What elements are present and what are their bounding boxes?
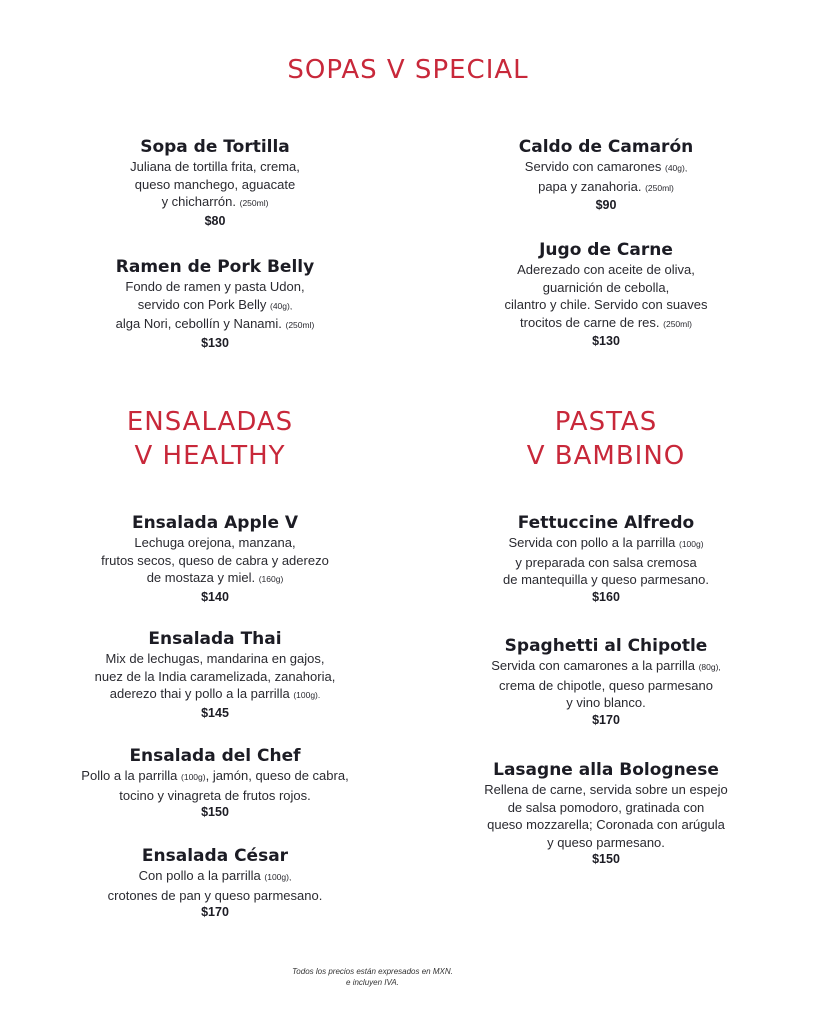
item-description (55, 278, 375, 335)
item-name: Spaghetti al Chipotle (504, 636, 708, 656)
description-line (446, 534, 766, 554)
description-text: Servido con camarones (524, 159, 665, 174)
description-line (55, 569, 375, 589)
portion-note: (250ml) (285, 320, 315, 330)
portion-note: (100g), (264, 872, 292, 882)
description-line (55, 767, 375, 787)
item-price: $150 (592, 852, 620, 866)
footer-note (0, 966, 745, 988)
menu-item-sopa-tortilla (55, 136, 375, 230)
item-description (446, 657, 766, 712)
description-line: Mix de lechugas, mandarina en gajos, (105, 651, 325, 666)
description-line: queso mozzarella; Coronada con arúgula (487, 817, 725, 832)
description-line: guarnición de cebolla, (542, 279, 670, 295)
description-text: Con pollo a la parrilla (138, 868, 265, 883)
item-description (446, 781, 766, 851)
item-name: Sopa de Tortilla (140, 137, 290, 157)
portion-note: (250ml) (239, 198, 269, 208)
menu-item-ensalada-cesar (55, 845, 375, 921)
menu-item-lasagne (446, 759, 766, 868)
description-text: papa y zanahoria. (538, 178, 642, 194)
description-text: servido con Pork Belly (137, 296, 270, 312)
section-title-line: ENSALADAS (126, 407, 294, 437)
description-line (55, 193, 375, 213)
description-text: trocitos de carne de res. (520, 314, 660, 330)
description-line: Aderezado con aceite de oliva, (517, 262, 695, 277)
item-price: $170 (201, 905, 229, 919)
item-price: $140 (201, 589, 229, 604)
footer-line: e incluyen IVA. (346, 978, 399, 987)
item-description (55, 767, 375, 804)
description-line (55, 296, 375, 316)
item-name: Ensalada Thai (148, 629, 282, 649)
description-line: y vino blanco. (566, 695, 646, 710)
description-text: y chicharrón. (161, 194, 236, 209)
description-line: nuez de la India caramelizada, zanahoria, (94, 668, 336, 684)
item-name: Caldo de Camarón (518, 137, 694, 157)
description-text: , jamón, queso de cabra, (205, 768, 349, 783)
description-line: crema de chipotle, queso parmesano (499, 677, 713, 693)
section-title-line: SOPAS V SPECIAL (287, 55, 529, 85)
item-price: $80 (204, 213, 226, 228)
item-description (446, 261, 766, 333)
description-text: alga Nori, cebollín y Nanami. (115, 316, 282, 331)
description-text: Servida con camarones a la parrilla (491, 658, 699, 673)
menu-item-caldo-camaron (446, 136, 766, 214)
description-line: y preparada con salsa cremosa (515, 554, 697, 570)
portion-note: (40g), (664, 163, 688, 173)
item-price: $170 (592, 712, 620, 727)
item-name: Jugo de Carne (539, 240, 673, 260)
description-line: Juliana de tortilla frita, crema, (130, 159, 300, 174)
item-name: Lasagne alla Bolognese (493, 760, 719, 780)
description-line: Lechuga orejona, manzana, (134, 535, 296, 550)
item-description (55, 650, 375, 705)
description-line (446, 158, 766, 178)
item-description (55, 158, 375, 213)
portion-note: (250ml) (663, 318, 692, 329)
description-line: y queso parmesano. (547, 834, 665, 850)
portion-note: (100g) (181, 772, 206, 782)
menu-item-fettuccine (446, 512, 766, 606)
item-price: $150 (201, 805, 229, 819)
section-title-sopas (208, 53, 608, 87)
description-line (446, 657, 766, 677)
menu-item-ensalada-chef (55, 745, 375, 821)
item-price: $160 (592, 589, 620, 604)
description-text: Pollo a la parrilla (81, 768, 182, 783)
menu-item-jugo-carne (446, 239, 766, 350)
portion-note: (160g) (258, 574, 284, 584)
item-description (55, 534, 375, 589)
menu-item-ensalada-thai (55, 628, 375, 722)
item-name: Ensalada del Chef (129, 746, 301, 766)
item-description (446, 534, 766, 589)
description-text: de mostaza y miel. (146, 570, 256, 585)
description-line (55, 315, 375, 335)
footer-line: Todos los precios están expresados en MXN. (292, 967, 453, 976)
item-price: $145 (201, 705, 229, 720)
description-line (446, 314, 766, 334)
item-description (446, 158, 766, 197)
item-name: Ensalada Apple V (131, 513, 299, 533)
menu-item-ensalada-apple (55, 512, 375, 606)
description-line (446, 178, 766, 198)
portion-note: (80g), (698, 662, 721, 672)
description-line: frutos secos, queso de cabra y aderezo (101, 552, 329, 568)
description-text: aderezo thai y pollo a la parrilla (109, 686, 294, 701)
item-price: $130 (592, 334, 620, 348)
description-line: queso manchego, aguacate (134, 176, 296, 192)
portion-note: (250ml) (645, 182, 674, 193)
item-price: $90 (595, 198, 617, 212)
item-name: Ensalada César (141, 846, 289, 866)
portion-note: (100g) (678, 539, 704, 549)
section-title-line: V HEALTHY (134, 441, 286, 471)
section-title-line: V BAMBINO (526, 441, 686, 471)
item-description (55, 867, 375, 904)
item-name: Fettuccine Alfredo (517, 513, 695, 533)
portion-note: (100g). (293, 690, 321, 700)
portion-note: (40g), (270, 300, 293, 311)
description-line (55, 685, 375, 705)
description-line: tocino y vinagreta de frutos rojos. (119, 787, 311, 803)
section-title-pastas (456, 405, 756, 473)
menu-item-ramen (55, 256, 375, 352)
section-title-line: PASTAS (554, 407, 658, 437)
description-line: cilantro y chile. Servido con suaves (504, 297, 708, 312)
description-line: de mantequilla y queso parmesano. (503, 572, 709, 587)
item-price: $130 (201, 335, 229, 350)
menu-item-spaghetti (446, 635, 766, 729)
description-line: Fondo de ramen y pasta Udon, (125, 279, 305, 294)
description-line: de salsa pomodoro, gratinada con (507, 799, 705, 815)
description-line: crotones de pan y queso parmesano. (107, 887, 323, 903)
description-line (55, 867, 375, 887)
description-text: Servida con pollo a la parrilla (508, 535, 679, 550)
item-name: Ramen de Pork Belly (115, 257, 315, 277)
description-line: Rellena de carne, servida sobre un espejo (484, 782, 728, 797)
section-title-ensaladas (60, 405, 360, 473)
